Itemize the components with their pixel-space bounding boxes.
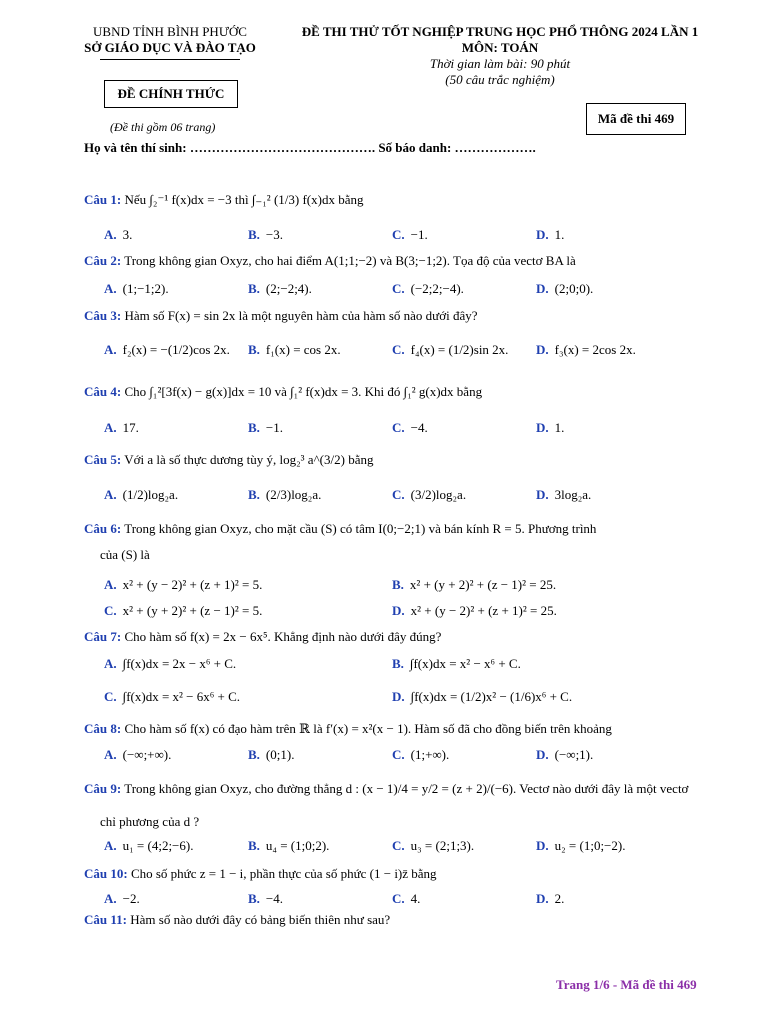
option-letter: B. [248, 838, 260, 853]
question-text-continued: của (S) là [100, 547, 150, 562]
answer-option[interactable] [392, 747, 449, 763]
option-text: ∫f(x)dx = 2x − x⁶ + C. [122, 656, 237, 671]
answer-option[interactable] [392, 838, 474, 854]
question-text: Cho ∫₁²[3f(x) − g(x)]dx = 10 và ∫₁² f(x)dx = 3. Khi đó ∫₁² g(x)dx bằng [121, 384, 483, 399]
option-text: −4. [410, 420, 428, 435]
option-text: 3log₂a. [554, 487, 592, 502]
option-letter: C. [392, 420, 405, 435]
option-letter: D. [536, 838, 549, 853]
option-letter: D. [536, 891, 549, 906]
option-text: −3. [265, 227, 284, 242]
option-letter: C. [104, 689, 117, 704]
option-letter: B. [248, 420, 260, 435]
question-1 [84, 192, 363, 208]
header-underline [100, 59, 240, 60]
answer-option[interactable] [248, 838, 329, 854]
option-text: f₁(x) = cos 2x. [265, 342, 341, 357]
exam-duration: Thời gian làm bài: 90 phút [429, 56, 571, 71]
option-text: (−2;2;−4). [410, 281, 464, 296]
option-text: (2/3)log₂a. [265, 487, 322, 502]
question-label: Câu 10: [84, 866, 128, 881]
question-label: Câu 7: [84, 629, 122, 644]
answer-option[interactable] [536, 747, 593, 763]
option-text: 3. [122, 227, 133, 242]
question-text: Hàm số nào dưới đây có bảng biến thiên như sau? [126, 912, 391, 927]
candidate-line: Họ và tên thí sinh: ……………………………………. Số báo danh: ………………. [84, 140, 536, 155]
header-right [280, 24, 720, 88]
option-letter: D. [536, 227, 549, 242]
option-text: (3/2)log₂a. [410, 487, 467, 502]
question-count: (50 câu trắc nghiệm) [445, 72, 555, 87]
answer-option[interactable] [392, 227, 428, 243]
option-letter: A. [104, 838, 117, 853]
option-letter: D. [536, 487, 549, 502]
option-letter: A. [104, 227, 117, 242]
option-letter: D. [536, 747, 549, 762]
question-label: Câu 6: [84, 521, 122, 536]
question-label: Câu 5: [84, 452, 122, 467]
answer-option[interactable] [392, 689, 572, 705]
option-letter: A. [104, 342, 117, 357]
answer-option[interactable] [248, 342, 341, 358]
option-letter: D. [392, 689, 405, 704]
option-text: (0;1). [265, 747, 295, 762]
option-letter: A. [104, 747, 117, 762]
question-text: Cho hàm số f(x) có đạo hàm trên ℝ là f′(x) = x²(x − 1). Hàm số đã cho đồng biến trên khoảng [121, 721, 612, 736]
question-text: Cho số phức z = 1 − i, phần thực của số phức (1 − i)z̄ bằng [127, 866, 437, 881]
option-text: 4. [410, 891, 421, 906]
question-4 [84, 384, 482, 400]
question-2 [84, 253, 576, 269]
answer-option[interactable] [104, 342, 230, 358]
option-text: f₃(x) = 2cos 2x. [554, 342, 636, 357]
answer-option[interactable] [392, 603, 557, 619]
option-letter: B. [248, 487, 260, 502]
answer-option[interactable] [392, 487, 466, 503]
question-label: Câu 8: [84, 721, 122, 736]
question-label: Câu 4: [84, 384, 122, 399]
question-label: Câu 9: [84, 781, 122, 796]
option-letter: B. [392, 577, 404, 592]
option-letter: C. [392, 487, 405, 502]
option-text: (2;0;0). [554, 281, 594, 296]
question-10 [84, 866, 437, 882]
question-11 [84, 912, 390, 928]
option-letter: C. [392, 891, 405, 906]
question-6 [84, 521, 596, 537]
question-text-continued: chỉ phương của d ? [100, 814, 200, 829]
question-8 [84, 721, 612, 737]
answer-option[interactable] [104, 747, 171, 763]
option-text: x² + (y − 2)² + (z + 1)² = 25. [410, 603, 557, 618]
option-text: u₂ = (1;0;−2). [554, 838, 626, 853]
option-text: −1. [410, 227, 428, 242]
option-letter: B. [248, 227, 260, 242]
option-letter: D. [392, 603, 405, 618]
question-9 [84, 781, 688, 797]
answer-option[interactable] [392, 342, 508, 358]
option-text: 17. [122, 420, 139, 435]
answer-option[interactable] [248, 487, 321, 503]
option-text: 1. [554, 227, 565, 242]
exam-title: ĐỀ THI THỬ TỐT NGHIỆP TRUNG HỌC PHỔ THÔNG 2024 LẦN 1 [301, 24, 699, 39]
answer-option[interactable] [104, 891, 140, 907]
option-letter: A. [104, 487, 117, 502]
option-text: (1/2)log₂a. [122, 487, 179, 502]
answer-option[interactable] [104, 838, 193, 854]
answer-option[interactable] [248, 747, 294, 763]
option-letter: A. [104, 281, 117, 296]
option-letter: A. [104, 420, 117, 435]
option-text: f₂(x) = −(1/2)cos 2x. [122, 342, 230, 357]
question-text: Trong không gian Oxyz, cho mặt cầu (S) có tâm I(0;−2;1) và bán kính R = 5. Phương trình [121, 521, 597, 536]
answer-option[interactable] [104, 603, 262, 619]
department-name: SỞ GIÁO DỤC VÀ ĐÀO TẠO [84, 40, 256, 55]
answer-option[interactable] [248, 891, 283, 907]
answer-option[interactable] [248, 281, 312, 297]
answer-option[interactable] [536, 487, 591, 503]
question-text: Cho hàm số f(x) = 2x − 6x⁵. Khẳng định nào dưới đây đúng? [121, 629, 442, 644]
header-left [72, 24, 268, 60]
answer-option[interactable] [392, 281, 464, 297]
page-footer: Trang 1/6 - Mã đề thi 469 [556, 977, 697, 992]
option-text: x² + (y − 2)² + (z + 1)² = 5. [122, 577, 263, 592]
option-text: u₄ = (1;0;2). [265, 838, 330, 853]
option-text: (2;−2;4). [265, 281, 312, 296]
option-letter: B. [248, 281, 260, 296]
option-text: u₃ = (2;1;3). [410, 838, 475, 853]
option-text: ∫f(x)dx = x² − x⁶ + C. [409, 656, 521, 671]
option-text: (−∞;1). [554, 747, 594, 762]
answer-option[interactable] [536, 891, 564, 907]
option-letter: A. [104, 656, 117, 671]
option-text: f₄(x) = (1/2)sin 2x. [410, 342, 509, 357]
option-letter: A. [104, 891, 117, 906]
answer-option[interactable] [392, 656, 521, 672]
option-text: u₁ = (4;2;−6). [122, 838, 194, 853]
option-letter: D. [536, 342, 549, 357]
question-text: Trong không gian Oxyz, cho đường thẳng d : (x − 1)/4 = y/2 = (z + 2)/(−6). Vectơ nào dưới đây là một vectơ [121, 781, 689, 796]
question-text: Với a là số thực dương tùy ý, log₂³ a^(3/2) bằng [121, 452, 374, 467]
option-text: x² + (y + 2)² + (z − 1)² = 25. [409, 577, 557, 592]
option-letter: C. [392, 747, 405, 762]
province-name: UBND TỈNH BÌNH PHƯỚC [93, 24, 247, 39]
option-letter: C. [104, 603, 117, 618]
question-5 [84, 452, 373, 468]
pages-note: (Đề thi gồm 06 trang) [110, 120, 216, 134]
option-text: 2. [554, 891, 565, 906]
option-letter: B. [392, 656, 404, 671]
answer-option[interactable] [248, 420, 283, 436]
answer-option[interactable] [392, 420, 428, 436]
exam-code-box: Mã đề thi 469 [586, 103, 686, 135]
question-label: Câu 3: [84, 308, 122, 323]
question-label: Câu 1: [84, 192, 122, 207]
option-letter: D. [536, 281, 549, 296]
option-letter: C. [392, 281, 405, 296]
question-text: Trong không gian Oxyz, cho hai điểm A(1;1;−2) và B(3;−1;2). Tọa độ của vectơ BA là [121, 253, 576, 268]
question-text: Hàm số F(x) = sin 2x là một nguyên hàm của hàm số nào dưới đây? [121, 308, 478, 323]
option-letter: A. [104, 577, 117, 592]
option-letter: B. [248, 342, 260, 357]
option-letter: B. [248, 891, 260, 906]
option-letter: D. [536, 420, 549, 435]
official-badge: ĐỀ CHÍNH THỨC [104, 80, 238, 108]
answer-option[interactable] [536, 281, 593, 297]
answer-option[interactable] [104, 281, 169, 297]
option-letter: C. [392, 227, 405, 242]
answer-option[interactable] [248, 227, 283, 243]
option-text: x² + (y + 2)² + (z − 1)² = 5. [122, 603, 263, 618]
answer-option[interactable] [536, 342, 636, 358]
option-letter: C. [392, 838, 405, 853]
answer-option[interactable] [104, 227, 132, 243]
answer-option[interactable] [536, 420, 564, 436]
option-text: −4. [265, 891, 284, 906]
option-text: 1. [554, 420, 565, 435]
question-label: Câu 11: [84, 912, 127, 927]
option-text: (1;−1;2). [122, 281, 169, 296]
option-text: ∫f(x)dx = x² − 6x⁶ + C. [122, 689, 241, 704]
question-3 [84, 308, 478, 324]
option-text: −1. [265, 420, 284, 435]
answer-option[interactable] [536, 227, 564, 243]
answer-option[interactable] [104, 420, 139, 436]
subject-title: MÔN: TOÁN [461, 40, 539, 55]
answer-option[interactable] [104, 689, 240, 705]
answer-option[interactable] [392, 891, 420, 907]
question-7 [84, 629, 441, 645]
question-label: Câu 2: [84, 253, 122, 268]
answer-option[interactable] [392, 577, 556, 593]
option-text: (−∞;+∞). [122, 747, 172, 762]
answer-option[interactable] [104, 487, 178, 503]
answer-option[interactable] [104, 577, 262, 593]
option-letter: C. [392, 342, 405, 357]
answer-option[interactable] [536, 838, 625, 854]
question-text: Nếu ∫₂⁻¹ f(x)dx = −3 thì ∫₋₁² (1/3) f(x)dx bằng [121, 192, 364, 207]
option-text: ∫f(x)dx = (1/2)x² − (1/6)x⁶ + C. [410, 689, 573, 704]
option-text: (1;+∞). [410, 747, 450, 762]
option-text: −2. [122, 891, 140, 906]
option-letter: B. [248, 747, 260, 762]
answer-option[interactable] [104, 656, 236, 672]
